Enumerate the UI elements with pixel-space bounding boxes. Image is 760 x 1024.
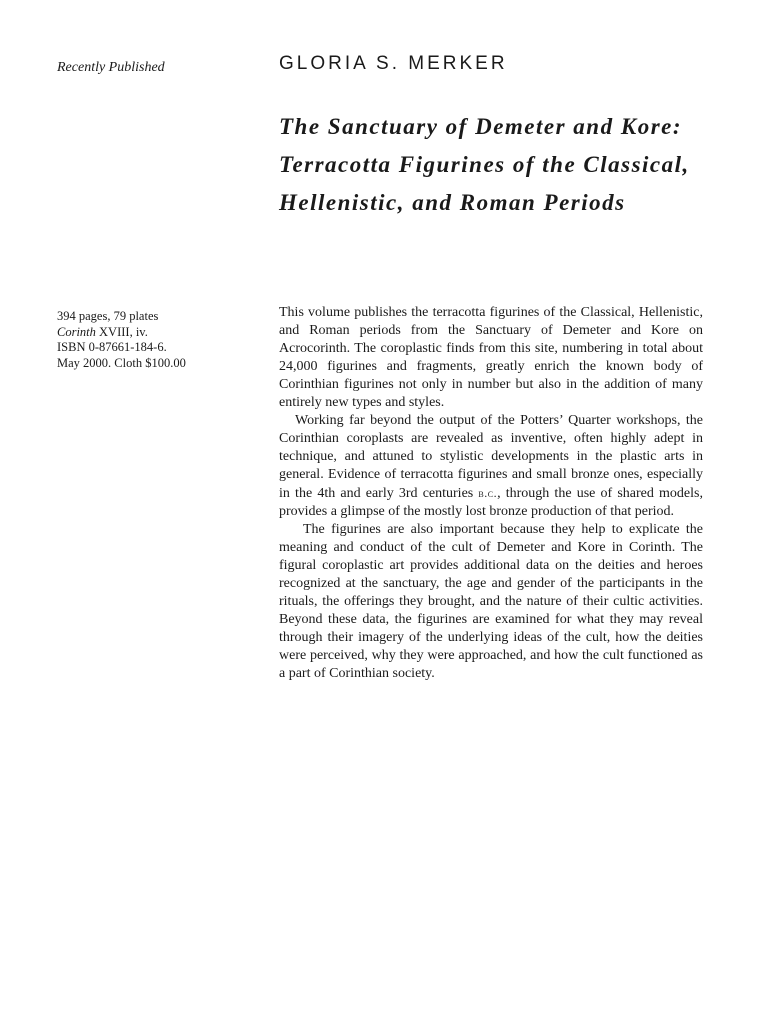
publication-details <box>57 309 186 371</box>
isbn: ISBN 0-87661-184-6. <box>57 340 167 354</box>
series-volume: XVIII, iv. <box>95 324 148 339</box>
author-name: GLORIA S. MERKER <box>279 53 508 74</box>
description-paragraph-3: The figurines are also important because they help to explicate the meaning and conduct of the cult of Demeter and Kore in Corinth. The figural coroplastic art provides additional data on the deities and heroes recognized at the sanctuary, the age and gender of the participants in the rituals, the offerings they brought, and the nature of their cultic activities. Beyond these data, the figurines are examined for what they may reveal through their imagery of the underlying ideas of the cult, how the deities were perceived, why they were approached, and how the cult functioned as a part of Corinthian society. <box>279 522 703 681</box>
series <box>57 325 186 341</box>
date-price: May 2000. Cloth $100.00 <box>57 355 186 370</box>
section-label: Recently Published <box>57 60 165 75</box>
description-paragraph-2 <box>279 412 703 521</box>
series-name: Corinth <box>57 324 96 339</box>
description-paragraph-1: This volume publishes the terracotta figurines of the Classical, Hellenistic, and Roman periods from the Sanctuary of Demeter and Kore on Acrocorinth. The coroplastic finds from this site, numbering in total about 24,000 figurines and fragments, greatly enrich the known body of Corinthian figurines not only in number but also in the addition of many entirely new types and styles. <box>279 305 703 410</box>
book-title: The Sanctuary of Demeter and Kore: Terracotta Figurines of the Classical, Hellenistic, and Roman Periods <box>279 114 690 215</box>
book-description <box>279 304 703 683</box>
era-abbreviation: b.c. <box>478 486 498 500</box>
paragraph-2-text: Working far beyond the output of the Potters’ Quarter workshops, the Corinthian coroplasts are revealed as inventive, often highly adept in technique, and attuned to stylistic developments in the plastic arts in general. Evidence of terracotta figurines and small bronze ones, especially in the 4th and early 3rd centuries <box>279 413 703 501</box>
page-count: 394 pages, 79 plates <box>57 309 159 323</box>
paragraph-2-text-end: , through the use of shared models, provides a glimpse of the mostly lost bronze production of that period. <box>279 486 703 519</box>
